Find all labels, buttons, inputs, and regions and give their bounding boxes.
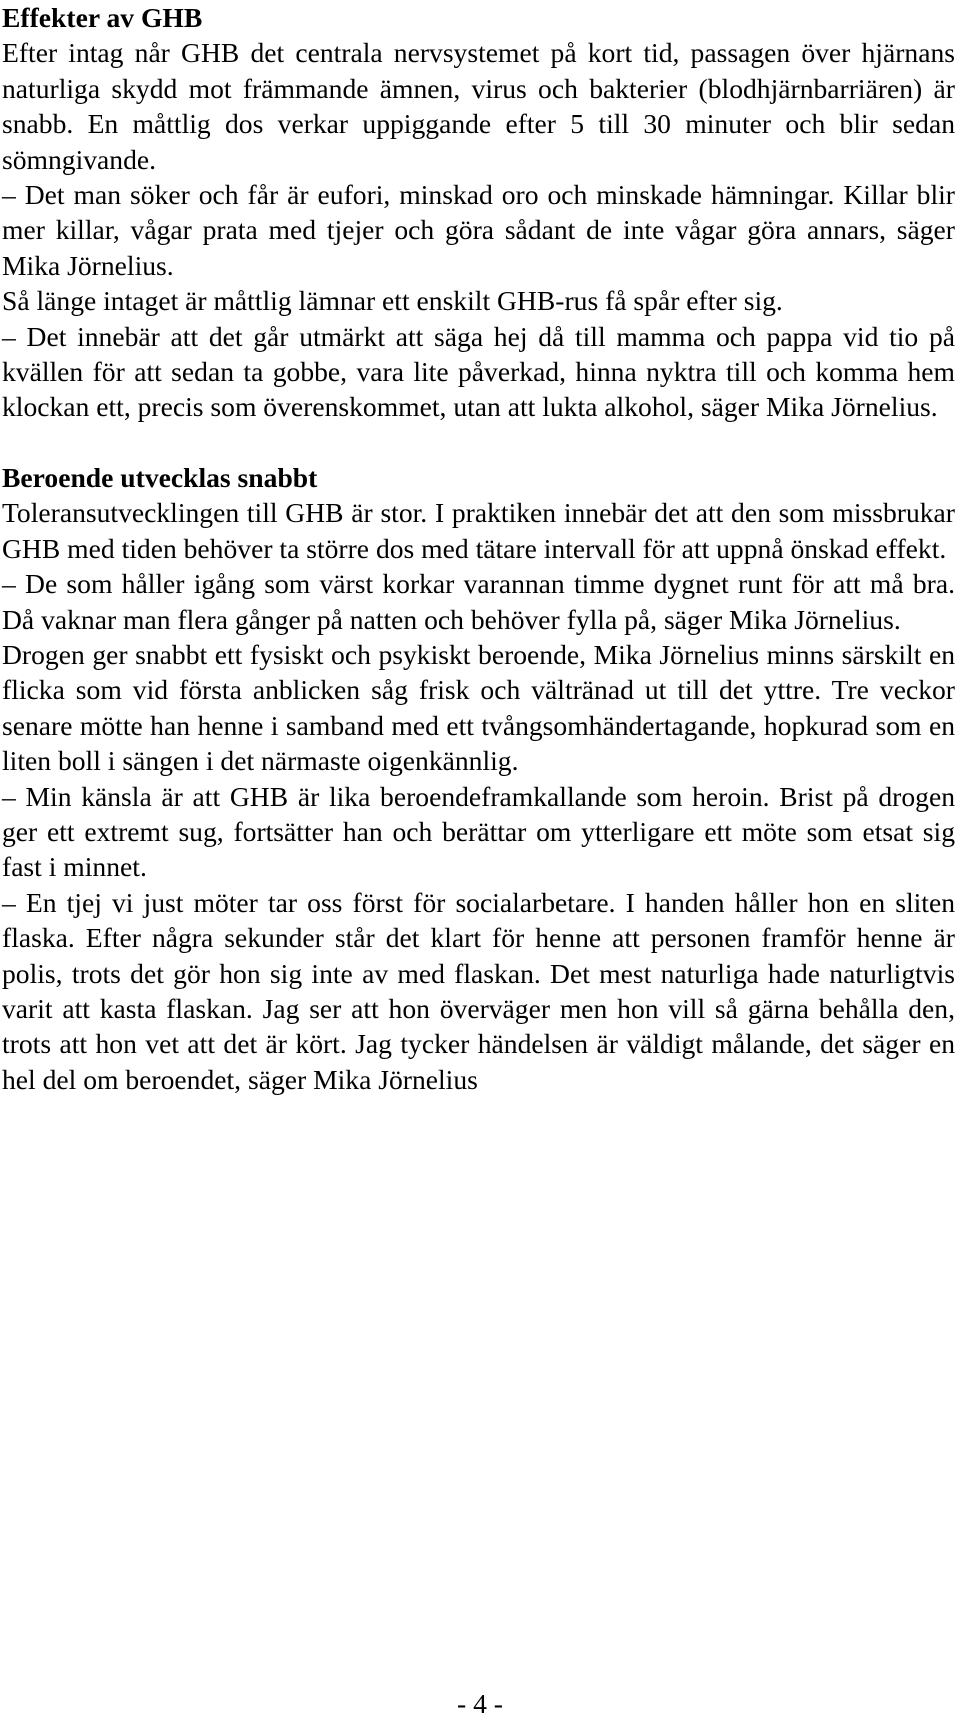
paragraph-quote-bottle: – En tjej vi just möter tar oss först för socialarbetare. I handen håller hon en sliten flaska. Efter några sekunder står det klart för henne att personen framför henne är polis, trots det gör hon sig inte av med flaskan. Det mest naturliga hade naturligtvis varit att kasta flaskan. Jag ser att hon överväger men hon vill så gärna behålla den, trots att hon vet att det är kört. Jag tycker händelsen är väldigt målande, det säger en hel del om beroendet, säger Mika Jörnelius <box>2 886 955 1095</box>
document-body <box>2 0 955 1097</box>
section-spacer <box>2 425 955 460</box>
paragraph-quote-goodbye: – Det innebär att det går utmärkt att säga hej då till mamma och pappa vid tio på kvällen för att sedan ta gobbe, vara lite påverkad, hinna nyktra till och komma hem klockan ett, precis som överenskommet, utan att lukta alkohol, säger Mika Jörnelius. <box>2 320 955 423</box>
paragraph-tolerance: Toleransutvecklingen till GHB är stor. I praktiken innebär det att den som missbrukar GHB med tiden behöver ta större dos med tätare intervall för att uppnå önskad effekt. <box>2 497 955 564</box>
page-number: - 4 - <box>457 1688 503 1719</box>
paragraph-quote-every-hour: – De som håller igång som värst korkar varannan timme dygnet runt för att må bra. Då vaknar man flera gånger på natten och behöver fylla på, säger Mika Jörnelius. <box>2 568 955 635</box>
paragraph-quote-euphoria: – Det man söker och får är eufori, minskad oro och minskade hämningar. Killar blir mer killar, vågar prata med tjejer och göra sådant de inte vågar göra annars, säger Mika Jörnelius. <box>2 179 955 281</box>
paragraph-dependency: Drogen ger snabbt ett fysiskt och psykiskt beroende, Mika Jörnelius minns särskilt en flicka som vid första anblicken såg frisk och vältränad ut till det yttre. Tre veckor senare mötte han henne i samband med ett tvångsomhändertagande, hopkurad som en liten boll i sängen i det närmaste oigenkännlig. <box>2 638 955 777</box>
paragraph-moderate-intake: Så länge intaget är måttlig lämnar ett enskilt GHB-rus få spår efter sig. <box>2 285 783 317</box>
paragraph-quote-heroin: – Min känsla är att GHB är lika beroendeframkallande som heroin. Brist på drogen ger ett extremt sug, fortsätter han och berättar om ytterligare ett möte som etsat sig fast i minnet. <box>2 780 955 883</box>
paragraph-intake: Efter intag når GHB det centrala nervsystemet på kort tid, passagen över hjärnans naturliga skydd mot främmande ämnen, virus och bakterier (blodhjärnbarriären) är snabb. En måttlig dos verkar uppiggande efter 5 till 30 minuter och blir sedan sömngivande. <box>2 37 955 175</box>
section-heading-effects: Effekter av GHB <box>2 2 203 33</box>
section-heading-addiction: Beroende utvecklas snabbt <box>2 461 318 493</box>
